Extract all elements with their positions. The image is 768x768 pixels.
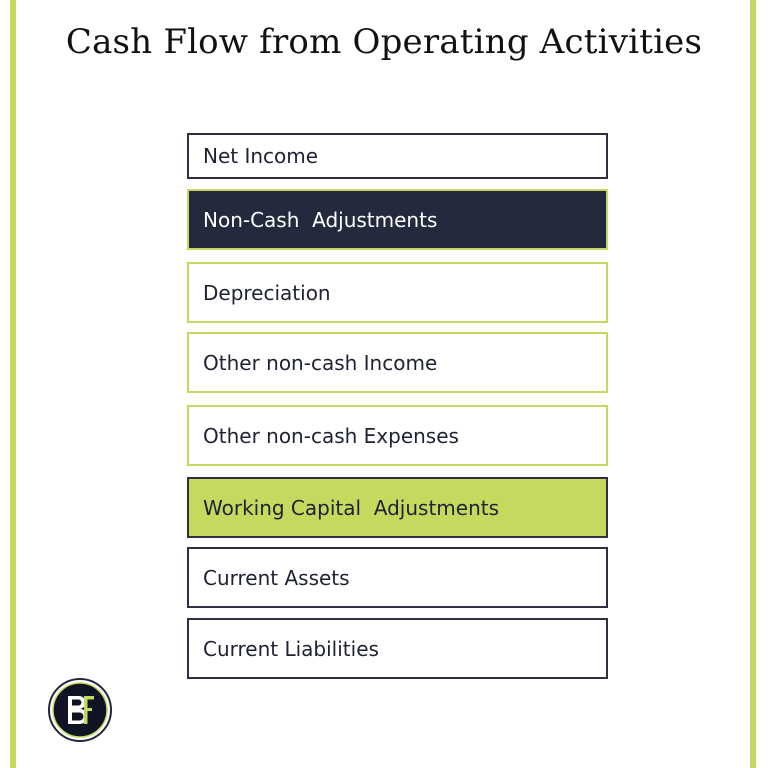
box-current-liabilities: Current Liabilities (187, 618, 608, 679)
box-non-cash-adjustments: Non-Cash Adjustments (187, 189, 608, 250)
box-other-non-cash-income: Other non-cash Income (187, 332, 608, 393)
box-working-capital-adjustments: Working Capital Adjustments (187, 477, 608, 538)
box-current-assets: Current Assets (187, 547, 608, 608)
brand-logo (48, 678, 112, 742)
box-other-non-cash-expenses: Other non-cash Expenses (187, 405, 608, 466)
box-net-income: Net Income (187, 133, 608, 179)
right-accent-bar (750, 0, 756, 768)
left-accent-bar (10, 0, 16, 768)
diagram-title: Cash Flow from Operating Activities (65, 22, 703, 62)
box-depreciation: Depreciation (187, 262, 608, 323)
